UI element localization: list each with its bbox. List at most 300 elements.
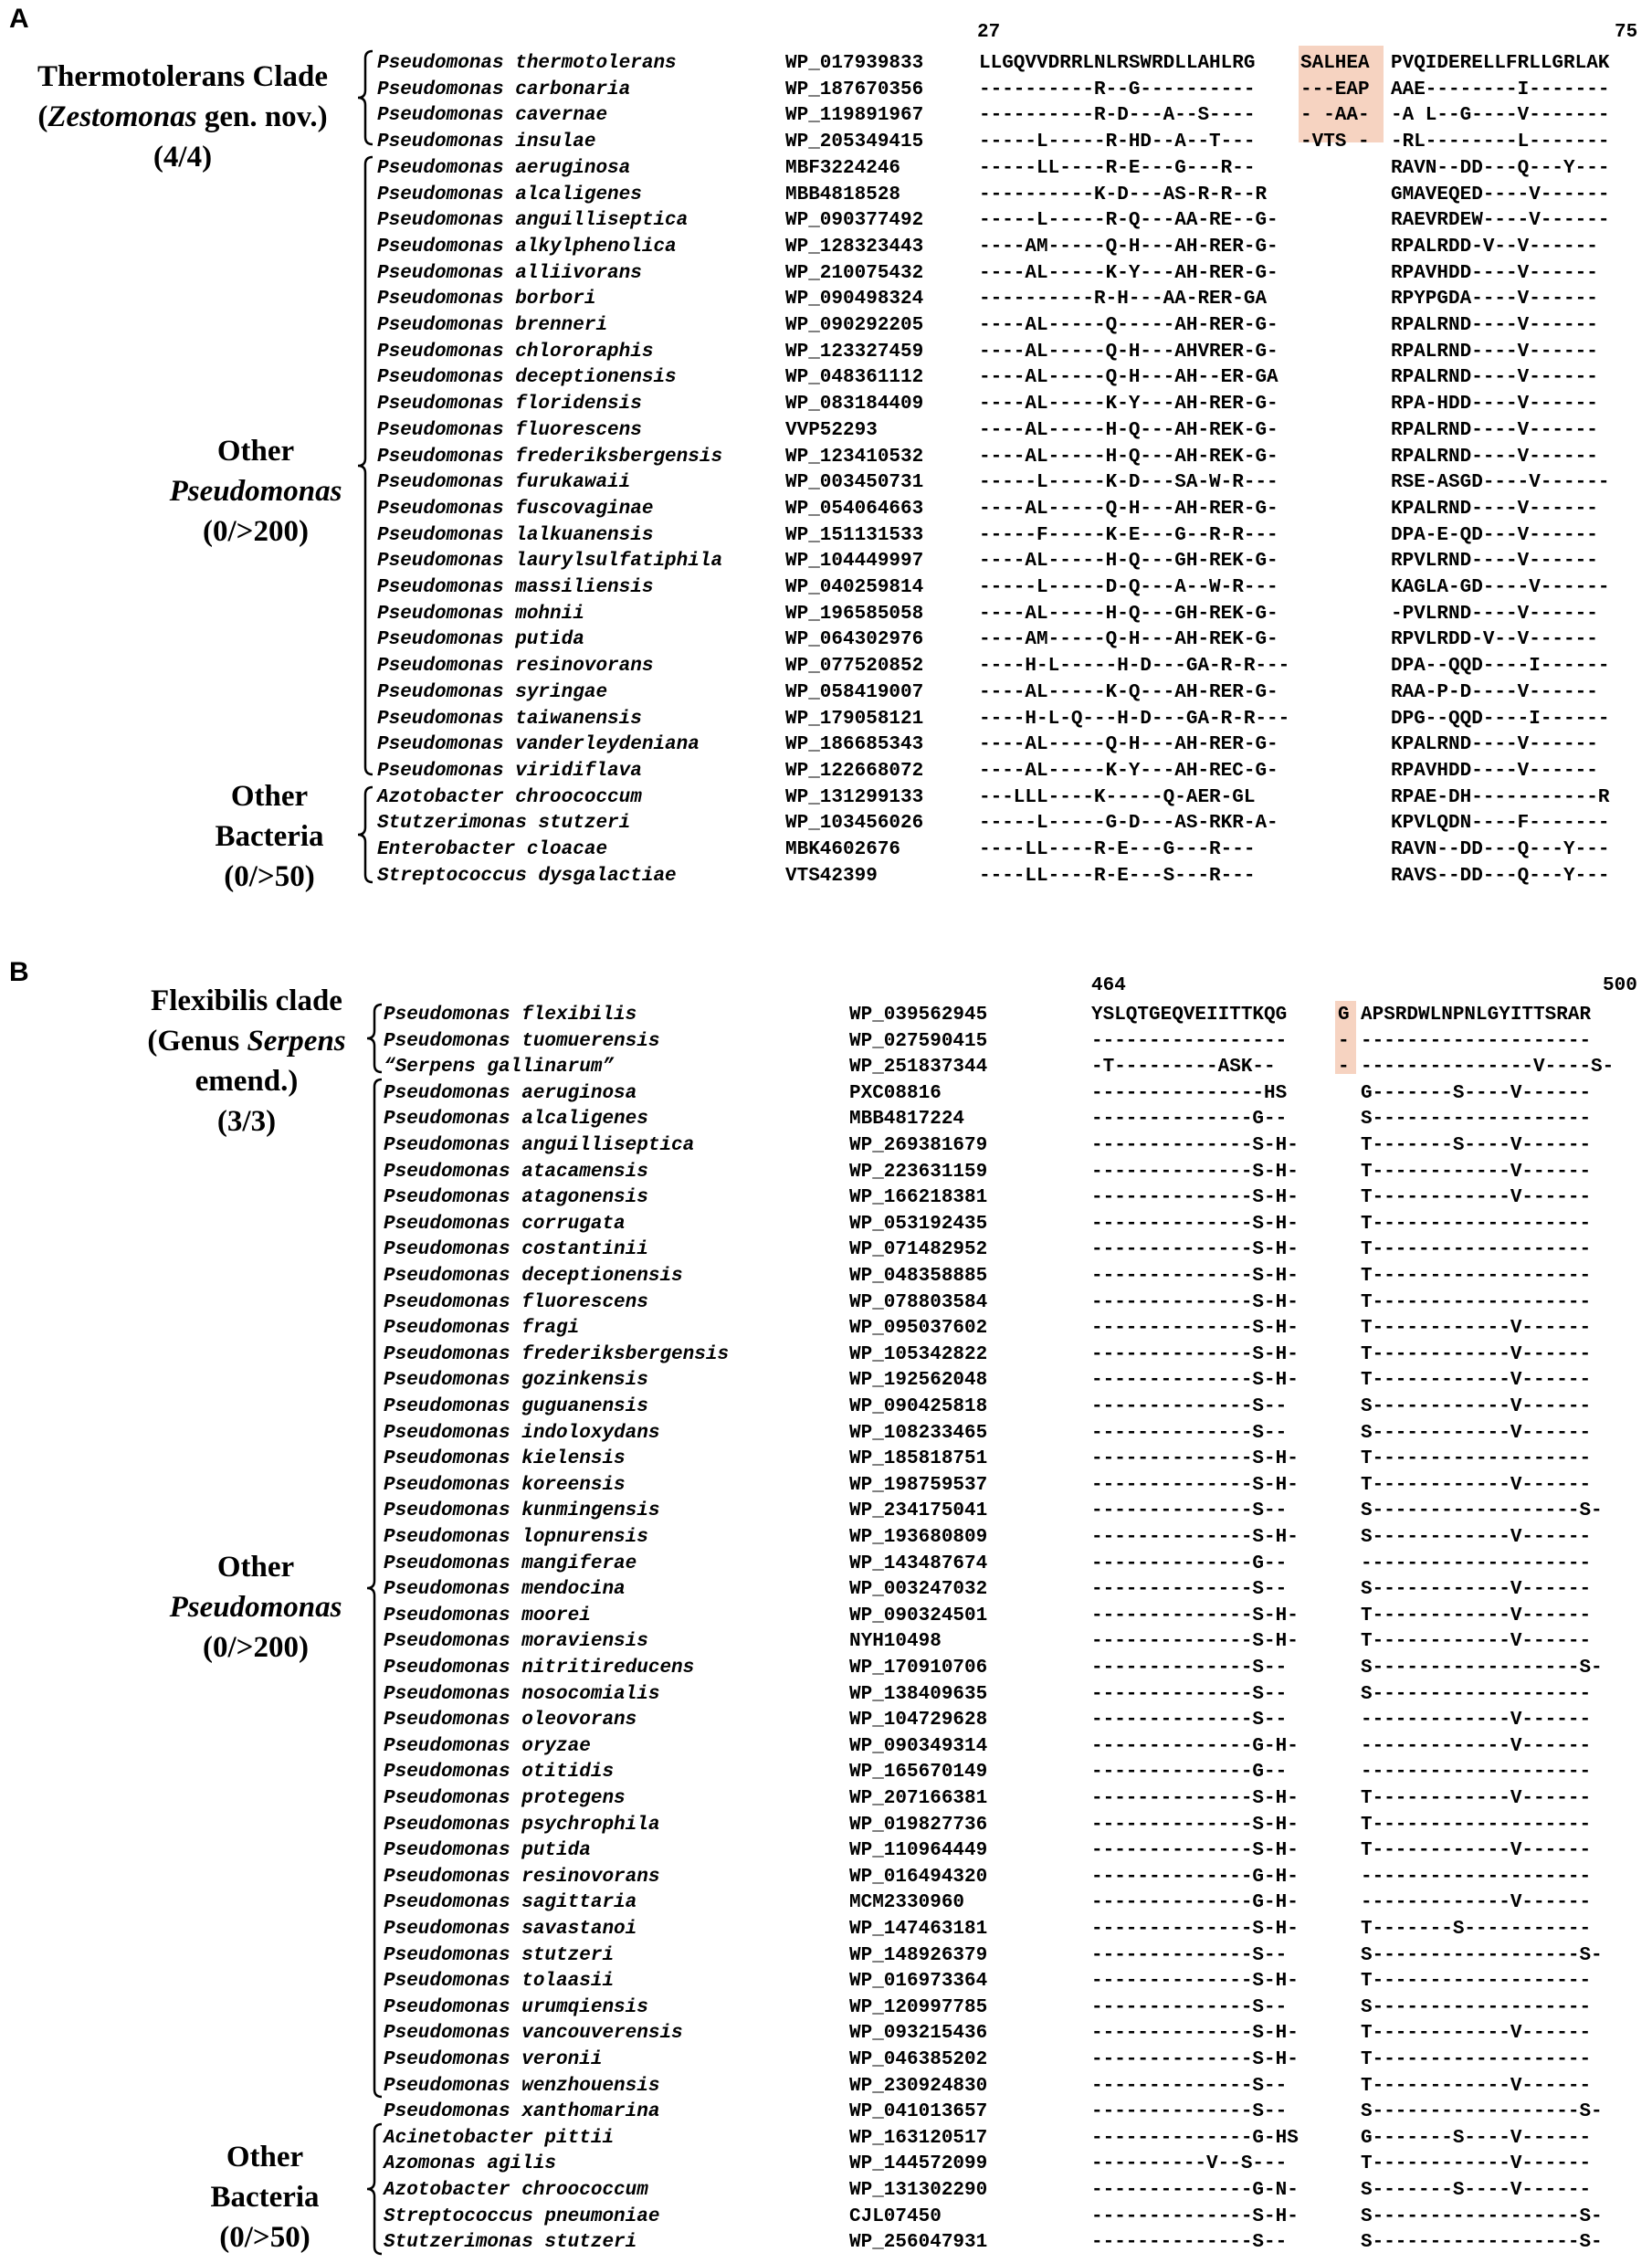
species-name: Pseudomonas aeruginosa [384,1082,637,1104]
sequence-right: T------------------- [1361,1814,1592,1836]
sequence-left: ----AL-----K-Y---AH-RER-G- [979,394,1278,416]
accession-number: WP_104449997 [785,551,924,573]
sequence-left: ----------------- [1091,1030,1288,1052]
alignment-row [0,575,1652,601]
alignment-row [0,1734,1652,1760]
sequence-left: ----AL-----H-Q---AH-REK-G- [979,446,1278,468]
alignment-row [0,287,1652,312]
alignment-row [0,1473,1652,1499]
species-name: Pseudomonas frederiksbergensis [384,1343,730,1365]
species-name: Pseudomonas nitritireducens [384,1658,695,1679]
accession-number: MBB4817224 [849,1109,965,1131]
panel-b-group-other-pseudomonas-label: Other Pseudomonas (0/>200) [169,1551,342,1664]
sequence-left: --------------S-H- [1091,2049,1299,2070]
accession-number: WP_138409635 [849,1683,988,1705]
sequence-right: T------------------- [1361,1971,1592,1993]
accession-number: WP_083184409 [785,394,924,416]
accession-number: WP_170910706 [849,1658,988,1679]
sequence-right: RPVLRND----V------ [1391,551,1598,573]
species-name: Pseudomonas sagittaria [384,1892,637,1914]
species-name: Pseudomonas frederiksbergensis [377,446,723,468]
species-name: Streptococcus pneumoniae [384,2205,660,2227]
species-name: Pseudomonas insulae [377,132,596,153]
sequence-left: --------------S-- [1091,1396,1288,1417]
alignment-row [0,1212,1652,1237]
alignment-row [0,78,1652,103]
sequence-right: RPALRND----V------ [1391,367,1598,389]
species-name: Pseudomonas gozinkensis [384,1370,648,1392]
species-name: Pseudomonas xanthomarina [384,2101,660,2123]
alignment-row [0,1969,1652,1995]
sequence-left: ----AL-----K-Q---AH-RER-G- [979,681,1278,703]
sequence-right: T------------------- [1361,1448,1592,1470]
accession-number: WP_185818751 [849,1448,988,1470]
alignment-row [0,470,1652,496]
alignment-row [0,1629,1652,1655]
alignment-row [0,365,1652,391]
species-name: Pseudomonas cavernae [377,105,608,127]
alignment-row [0,1160,1652,1185]
sequence-left: LLGQVVDRRLNLRSWRDLLAHLRG [979,53,1256,74]
species-name: Pseudomonas taiwanensis [377,708,642,730]
sequence-left: --------------S-- [1091,1710,1288,1731]
sequence-right: T------------V------ [1361,1343,1592,1365]
alignment-row [0,1107,1652,1132]
alignment-row [0,627,1652,653]
species-name: Pseudomonas anguilliseptica [384,1135,695,1156]
accession-number: WP_131299133 [785,786,924,808]
accession-number: MBB4818528 [785,184,901,205]
sequence-left: -----LL----R-E---G---R-- [979,157,1256,179]
sequence-left: ----AL-----Q-H---AH-RER-G- [979,734,1278,756]
accession-number: WP_251837344 [849,1057,988,1079]
sequence-left: --------------S-- [1091,1683,1288,1705]
accession-number: CJL07450 [849,2205,942,2227]
alignment-row [0,602,1652,627]
accession-number: WP_093215436 [849,2023,988,2045]
accession-number: WP_186685343 [785,734,924,756]
sequence-right: T------------V------ [1361,1788,1592,1809]
species-name: Pseudomonas atacamensis [384,1161,648,1183]
sequence-right: RAVS--DD---Q---Y--- [1391,865,1610,887]
sequence-right: DPG--QQD----I------ [1391,708,1610,730]
species-name: Pseudomonas borbori [377,289,596,311]
sequence-right: T------------------- [1361,1266,1592,1287]
alignment-row [0,2178,1652,2204]
accession-number: WP_090349314 [849,1735,988,1757]
sequence-left: ----AL-----H-Q---GH-REK-G- [979,603,1278,625]
sequence-left: --------------S-H- [1091,1239,1299,1261]
species-name: Pseudomonas tolaasii [384,1971,615,1993]
alignment-row [0,1342,1652,1368]
sequence-left: --------------S-H- [1091,1919,1299,1940]
sequence-right: T-------S----V------ [1361,1135,1592,1156]
alignment-row [0,130,1652,155]
sequence-left: --------------S-H- [1091,1448,1299,1470]
alignment-row [0,392,1652,417]
sequence-left: ----H-L-Q---H-D---GA-R-R--- [979,708,1290,730]
panel-b [0,950,1652,2263]
alignment-row [0,1237,1652,1263]
alignment-row [0,1917,1652,1942]
accession-number: WP_027590415 [849,1030,988,1052]
species-name: Pseudomonas putida [384,1840,591,1862]
sequence-right: RPYPGDA----V------ [1391,289,1598,311]
sequence-left: --------------S-H- [1091,1788,1299,1809]
sequence-right: G-------S----V------ [1361,2127,1592,2149]
species-name: Pseudomonas vanderleydeniana [377,734,700,756]
accession-number: WP_207166381 [849,1788,988,1809]
sequence-right: S------------------- [1361,1996,1592,2018]
sequence-right: T------------V------ [1361,1474,1592,1496]
accession-number: WP_128323443 [785,236,924,258]
sequence-right: RPA-HDD----V------ [1391,394,1598,416]
sequence-left: --------------S-- [1091,1422,1288,1444]
species-name: Pseudomonas wenzhouensis [384,2075,660,2097]
alignment-row [0,523,1652,549]
alignment-row [0,1290,1652,1316]
sequence-right: S------------------- [1361,1683,1592,1705]
alignment-row [0,103,1652,129]
sequence-left: YSLQTGEQVEIITTKQG [1091,1005,1288,1026]
species-name: Pseudomonas urumqiensis [384,1996,648,2018]
sequence-left: -----L-----G-D---AS-RKR-A- [979,813,1278,835]
accession-number: WP_048361112 [785,367,924,389]
accession-number: WP_198759537 [849,1474,988,1496]
accession-number: WP_090377492 [785,210,924,232]
species-name: Pseudomonas corrugata [384,1213,626,1235]
species-name: Streptococcus dysgalactiae [377,865,677,887]
sequence-highlight: - [1338,1030,1350,1052]
sequence-left: --------------S-H- [1091,1474,1299,1496]
accession-number: WP_090324501 [849,1605,988,1626]
sequence-right: KAGLA-GD----V------ [1391,577,1610,598]
accession-number: WP_256047931 [849,2232,988,2254]
species-name: Azomonas agilis [384,2153,557,2175]
alignment-row [0,2100,1652,2125]
sequence-left: ----AL-----Q-H---AHVRER-G- [979,341,1278,363]
sequence-highlight: ---EAP [1300,79,1370,100]
panel-a-group-thermotolerans-label: Thermotolerans Clade (Zestomonas gen. nov.) (4/4) [37,60,329,174]
species-name: Pseudomonas koreensis [384,1474,626,1496]
accession-number: WP_040259814 [785,577,924,598]
species-name: Pseudomonas alkylphenolica [377,236,677,258]
sequence-right: T------------------- [1361,1239,1592,1261]
sequence-left: --------------S-H- [1091,1814,1299,1836]
sequence-left: --------------S-- [1091,1658,1288,1679]
sequence-left: --------------S-- [1091,2232,1288,2254]
species-name: Pseudomonas resinovorans [377,656,654,678]
alignment-row [0,2021,1652,2047]
species-name: Enterobacter cloacae [377,839,608,860]
sequence-left: -----F-----K-E---G--R-R--- [979,524,1278,546]
alignment-row [0,1316,1652,1342]
panel-b-group-other-bacteria-label: Other Bacteria (0/>50) [210,2141,320,2254]
sequence-highlight: SALHEA [1300,53,1370,74]
accession-number: WP_003450731 [785,472,924,494]
sequence-left: --------------S-- [1091,2075,1288,2097]
species-name: Pseudomonas fluorescens [384,1291,648,1313]
sequence-left: --------------S-H- [1091,1187,1299,1209]
sequence-right: T------------V------ [1361,1187,1592,1209]
sequence-right: T------------------- [1361,1213,1592,1235]
sequence-right: T------------------- [1361,2049,1592,2070]
sequence-right: T------------V------ [1361,1631,1592,1653]
panel-a-letter: A [9,4,29,34]
alignment-row [0,1577,1652,1603]
sequence-left: --------------S-H- [1091,1527,1299,1548]
species-name: Pseudomonas oleovorans [384,1710,637,1731]
sequence-right: S------------V------ [1361,1527,1592,1548]
accession-number: MBK4602676 [785,839,901,860]
accession-number: WP_046385202 [849,2049,988,2070]
sequence-highlight: - [1338,1057,1350,1079]
accession-number: WP_078803584 [849,1291,988,1313]
sequence-left: ----LL----R-E---G---R--- [979,839,1256,860]
sequence-right: T------------V------ [1361,2153,1592,2175]
accession-number: WP_090425818 [849,1396,988,1417]
sequence-left: --------------S-- [1091,1944,1288,1966]
alignment-row [0,183,1652,208]
alignment-row [0,208,1652,234]
sequence-right: APSRDWLNPNLGYITTSRAR [1361,1005,1592,1026]
sequence-right: S------------V------ [1361,1422,1592,1444]
sequence-right: RAVN--DD---Q---Y--- [1391,839,1610,860]
panel-b-letter: B [9,957,29,987]
alignment-row [0,1133,1652,1159]
accession-number: MCM2330960 [849,1892,965,1914]
accession-number: WP_148926379 [849,1944,988,1966]
alignment-row [0,1813,1652,1838]
species-name: Pseudomonas massiliensis [377,577,654,598]
species-name: Pseudomonas tuomuerensis [384,1030,660,1052]
panel-a-group-other-bacteria-label: Other Bacteria (0/>50) [215,780,324,893]
sequence-right: S------------V------ [1361,1396,1592,1417]
species-name: Pseudomonas fragi [384,1318,580,1340]
accession-number: NYH10498 [849,1631,942,1653]
sequence-right: -PVLRND----V------ [1391,603,1598,625]
sequence-left: ----LL----R-E---S---R--- [979,865,1256,887]
sequence-right: T------------V------ [1361,2023,1592,2045]
alignment-row [0,1943,1652,1969]
alignment-row [0,1604,1652,1629]
species-name: Pseudomonas chlororaphis [377,341,654,363]
species-name: Pseudomonas kielensis [384,1448,626,1470]
alignment-row [0,1525,1652,1551]
sequence-left: --------------G-H- [1091,1866,1299,1888]
sequence-left: --------------G-- [1091,1553,1288,1574]
sequence-right: PVQIDERELLFRLLGRLAK [1391,53,1610,74]
alignment-row [0,732,1652,758]
accession-number: WP_105342822 [849,1343,988,1365]
alignment-row [0,654,1652,679]
species-name: Pseudomonas veronii [384,2049,603,2070]
sequence-left: --------------S-H- [1091,1343,1299,1365]
accession-number: WP_223631159 [849,1161,988,1183]
species-name: Pseudomonas flexibilis [384,1005,637,1026]
accession-number: WP_192562048 [849,1370,988,1392]
accession-number: WP_166218381 [849,1187,988,1209]
species-name: Acinetobacter pittii [384,2127,615,2149]
sequence-left: -----L-----R-HD--A--T--- [979,132,1256,153]
sequence-right: RPVLRDD-V--V------ [1391,629,1598,651]
sequence-right: AAE--------I------- [1391,79,1610,100]
alignment-row [0,2047,1652,2073]
accession-number: WP_144572099 [849,2153,988,2175]
species-name: Pseudomonas costantinii [384,1239,648,1261]
accession-number: WP_123410532 [785,446,924,468]
alignment-row [0,418,1652,444]
sequence-left: ----AM-----Q-H---AH-RER-G- [979,236,1278,258]
sequence-right: -RL--------L------- [1391,132,1610,153]
alignment-row [0,235,1652,260]
accession-number: WP_095037602 [849,1318,988,1340]
accession-number: WP_016494320 [849,1866,988,1888]
accession-number: WP_193680809 [849,1527,988,1548]
accession-number: WP_123327459 [785,341,924,363]
species-name: Pseudomonas syringae [377,681,608,703]
sequence-left: --------------S-H- [1091,1840,1299,1862]
sequence-left: --------------G-HS [1091,2127,1299,2149]
sequence-right: GMAVEQED----V------ [1391,184,1610,205]
sequence-left: --------------G-H- [1091,1892,1299,1914]
sequence-right: S-------S----V------ [1361,2180,1592,2201]
accession-number: WP_103456026 [785,813,924,835]
accession-number: WP_110964449 [849,1840,988,1862]
sequence-right: -------------V------ [1361,1892,1592,1914]
sequence-right: KPVLQDN----F------- [1391,813,1610,835]
species-name: Pseudomonas stutzeri [384,1944,615,1966]
species-name: Pseudomonas brenneri [377,315,608,336]
sequence-left: ----AL-----K-Y---AH-RER-G- [979,262,1278,284]
accession-number: WP_039562945 [849,1005,988,1026]
species-name: Pseudomonas psychrophila [384,1814,660,1836]
accession-number: WP_119891967 [785,105,924,127]
alignment-row [0,1708,1652,1733]
accession-number: WP_064302976 [785,629,924,651]
sequence-highlight: -VTS - [1300,132,1370,153]
species-name: Pseudomonas furukawaii [377,472,631,494]
accession-number: PXC08816 [849,1082,942,1104]
sequence-right: RPALRND----V------ [1391,446,1598,468]
sequence-left: ----AL-----H-Q---AH-REK-G- [979,419,1278,441]
species-name: Pseudomonas deceptionensis [384,1266,683,1287]
alignment-row [0,445,1652,470]
alignment-row [0,2230,1652,2256]
species-name: Pseudomonas mangiferae [384,1553,637,1574]
accession-number: WP_017939833 [785,53,924,74]
sequence-right: -------------V------ [1361,1735,1592,1757]
sequence-left: --------------S-H- [1091,1266,1299,1287]
sequence-right: G-------S----V------ [1361,1082,1592,1104]
sequence-right: KPALRND----V------ [1391,498,1598,520]
sequence-left: --------------S-- [1091,2101,1288,2123]
accession-number: VTS42399 [785,865,878,887]
alignment-row [0,51,1652,77]
alignment-row [0,1838,1652,1864]
species-name: Pseudomonas guguanensis [384,1396,648,1417]
species-name: Pseudomonas savastanoi [384,1919,637,1940]
alignment-row [0,1395,1652,1420]
species-name: Pseudomonas otitidis [384,1762,615,1784]
sequence-right: T------------V------ [1361,1161,1592,1183]
species-name: Azotobacter chroococcum [384,2180,648,2201]
sequence-right: RAA-P-D----V------ [1391,681,1598,703]
sequence-right: -A L--G----V------- [1391,105,1610,127]
species-name: Pseudomonas nosocomialis [384,1683,660,1705]
alignment-row [0,497,1652,522]
sequence-right: -------------------- [1361,1553,1592,1574]
accession-number: WP_003247032 [849,1579,988,1601]
sequence-right: T------------V------ [1361,1840,1592,1862]
panel-a-group-other-pseudomonas-label: Other Pseudomonas (0/>200) [169,435,342,548]
accession-number: WP_054064663 [785,498,924,520]
species-name: Azotobacter chroococcum [377,786,642,808]
species-name: Pseudomonas fluorescens [377,419,642,441]
alignment-row [0,864,1652,889]
alignment-row [0,1552,1652,1577]
sequence-left: ----------V--S--- [1091,2153,1288,2175]
sequence-right: -------------------- [1361,1762,1592,1784]
species-name: Pseudomonas resinovorans [384,1866,660,1888]
alignment-row [0,156,1652,182]
accession-number: WP_196585058 [785,603,924,625]
accession-number: WP_131302290 [849,2180,988,2201]
alignment-row [0,1499,1652,1524]
accession-number: WP_048358885 [849,1266,988,1287]
accession-number: WP_090498324 [785,289,924,311]
sequence-left: ----------R--G---------- [979,79,1256,100]
accession-number: VVP52293 [785,419,878,441]
alignment-row [0,1760,1652,1785]
accession-number: WP_058419007 [785,681,924,703]
sequence-highlight: - -AA- [1300,105,1370,127]
sequence-left: --------------G-- [1091,1109,1288,1131]
sequence-right: S------------------S- [1361,1500,1603,1522]
panel-a [0,0,1652,904]
accession-number: WP_120997785 [849,1996,988,2018]
sequence-right: T-------S----------- [1361,1919,1592,1940]
species-name: Pseudomonas putida [377,629,584,651]
sequence-left: --------------G-H- [1091,1735,1299,1757]
sequence-right: RPAE-DH-----------R [1391,786,1610,808]
species-name: Pseudomonas alcaligenes [384,1109,648,1131]
sequence-right: -------------------- [1361,1866,1592,1888]
alignment-row [0,2074,1652,2100]
species-name: Pseudomonas alcaligenes [377,184,642,205]
sequence-right: T------------V------ [1361,1370,1592,1392]
sequence-left: --------------S-H- [1091,1161,1299,1183]
sequence-right: RSE-ASGD----V------ [1391,472,1610,494]
sequence-left: -T---------ASK-- [1091,1057,1276,1079]
accession-number: WP_179058121 [785,708,924,730]
alignment-row [0,340,1652,365]
accession-number: WP_143487674 [849,1553,988,1574]
sequence-right: -------------------- [1361,1030,1592,1052]
accession-number: WP_210075432 [785,262,924,284]
sequence-left: --------------S-H- [1091,1213,1299,1235]
accession-number: WP_104729628 [849,1710,988,1731]
alignment-row [0,1081,1652,1107]
accession-number: WP_077520852 [785,656,924,678]
sequence-left: --------------S-H- [1091,1370,1299,1392]
sequence-right: RPALRND----V------ [1391,341,1598,363]
sequence-right: T------------V------ [1361,1605,1592,1626]
alignment-row [0,1003,1652,1028]
alignment-row [0,707,1652,732]
alignment-row [0,2152,1652,2177]
sequence-left: -----L-----R-Q---AA-RE--G- [979,210,1278,232]
